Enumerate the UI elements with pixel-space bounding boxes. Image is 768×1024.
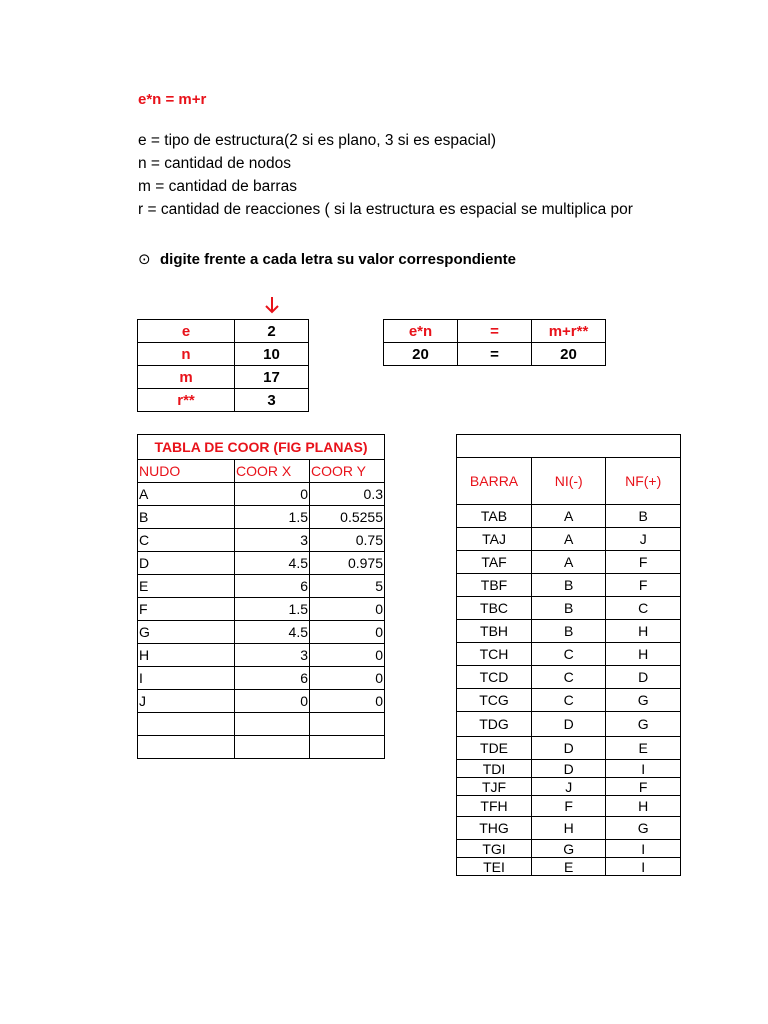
start-node-cell[interactable]: A — [532, 528, 606, 551]
coor-y-cell[interactable]: 0 — [310, 690, 385, 713]
start-node-cell[interactable]: B — [532, 620, 606, 643]
bar-name-cell[interactable]: TCG — [457, 689, 532, 712]
instruction-text: digite frente a cada letra su valor correspondiente — [160, 251, 516, 268]
equation-value: = — [458, 343, 532, 366]
column-header-coor-y: COOR Y — [310, 460, 385, 483]
coor-y-cell[interactable]: 0 — [310, 667, 385, 690]
coor-x-cell[interactable] — [235, 713, 310, 736]
coordinates-row — [138, 621, 385, 644]
node-name-cell[interactable]: F — [138, 598, 235, 621]
bar-row — [457, 840, 681, 858]
end-node-cell[interactable]: I — [606, 840, 681, 858]
definition-e: e = tipo de estructura(2 si es plano, 3 si es espacial) — [138, 132, 496, 149]
coor-y-cell[interactable]: 0.3 — [310, 483, 385, 506]
coor-x-cell[interactable]: 0 — [235, 690, 310, 713]
bar-row — [457, 620, 681, 643]
coor-y-cell[interactable] — [310, 736, 385, 759]
equation-check-table — [383, 319, 606, 366]
coor-y-cell[interactable]: 0 — [310, 598, 385, 621]
end-node-cell[interactable]: G — [606, 817, 681, 840]
coor-x-cell[interactable]: 1.5 — [235, 598, 310, 621]
coor-y-cell[interactable]: 0 — [310, 621, 385, 644]
node-name-cell[interactable]: J — [138, 690, 235, 713]
start-node-cell[interactable]: F — [532, 796, 606, 817]
end-node-cell[interactable]: D — [606, 666, 681, 689]
coor-x-cell[interactable]: 4.5 — [235, 552, 310, 575]
start-node-cell[interactable]: C — [532, 689, 606, 712]
bar-row — [457, 574, 681, 597]
coor-y-cell[interactable]: 0.975 — [310, 552, 385, 575]
bar-row — [457, 858, 681, 876]
coordinates-row — [138, 483, 385, 506]
definition-m: m = cantidad de barras — [138, 178, 297, 195]
equation-header: m+r** — [532, 320, 606, 343]
equation-value: 20 — [532, 343, 606, 366]
bar-name-cell[interactable]: TAJ — [457, 528, 532, 551]
equation-value: 20 — [384, 343, 458, 366]
coordinates-row — [138, 598, 385, 621]
bars-header-row — [457, 458, 681, 505]
start-node-cell[interactable]: J — [532, 778, 606, 796]
bar-name-cell[interactable]: TCH — [457, 643, 532, 666]
end-node-cell[interactable]: J — [606, 528, 681, 551]
start-node-cell[interactable]: B — [532, 574, 606, 597]
start-node-cell[interactable]: G — [532, 840, 606, 858]
bar-name-cell[interactable]: TDG — [457, 712, 532, 737]
formula-title: e*n = m+r — [138, 91, 207, 108]
variable-label: m — [138, 366, 235, 389]
bars-table — [456, 434, 681, 876]
end-node-cell[interactable]: G — [606, 689, 681, 712]
bar-row — [457, 817, 681, 840]
coor-y-cell[interactable]: 0 — [310, 644, 385, 667]
variable-label: e — [138, 320, 235, 343]
bar-name-cell[interactable]: TAB — [457, 505, 532, 528]
bar-name-cell[interactable]: TBF — [457, 574, 532, 597]
coordinates-row — [138, 552, 385, 575]
variable-value-input[interactable]: 10 — [235, 343, 309, 366]
bar-name-cell[interactable]: TJF — [457, 778, 532, 796]
variable-label: n — [138, 343, 235, 366]
end-node-cell[interactable]: H — [606, 796, 681, 817]
column-header-nf: NF(+) — [606, 458, 681, 505]
end-node-cell[interactable]: F — [606, 551, 681, 574]
coor-y-cell[interactable] — [310, 713, 385, 736]
start-node-cell[interactable]: E — [532, 858, 606, 876]
coordinates-table — [137, 434, 385, 759]
variable-row-r — [138, 389, 309, 412]
coor-y-cell[interactable]: 5 — [310, 575, 385, 598]
node-name-cell[interactable]: E — [138, 575, 235, 598]
variable-value-input[interactable]: 2 — [235, 320, 309, 343]
bar-row — [457, 760, 681, 778]
bar-name-cell[interactable]: TCD — [457, 666, 532, 689]
bar-row — [457, 505, 681, 528]
coor-y-cell[interactable]: 0.5255 — [310, 506, 385, 529]
coordinates-title-row — [138, 435, 385, 460]
end-node-cell[interactable]: F — [606, 574, 681, 597]
coor-x-cell[interactable]: 3 — [235, 529, 310, 552]
end-node-cell[interactable]: C — [606, 597, 681, 620]
equation-header: e*n — [384, 320, 458, 343]
node-name-cell[interactable]: I — [138, 667, 235, 690]
node-name-cell[interactable]: A — [138, 483, 235, 506]
equation-value-row — [384, 343, 606, 366]
bar-row — [457, 643, 681, 666]
coor-x-cell[interactable]: 0 — [235, 483, 310, 506]
coordinates-row — [138, 644, 385, 667]
end-node-cell[interactable]: G — [606, 712, 681, 737]
bar-name-cell[interactable]: TAF — [457, 551, 532, 574]
bars-top-row — [457, 435, 681, 458]
instruction-note — [138, 250, 516, 268]
bar-row — [457, 528, 681, 551]
bar-name-cell[interactable]: TFH — [457, 796, 532, 817]
end-node-cell[interactable]: B — [606, 505, 681, 528]
node-name-cell[interactable]: C — [138, 529, 235, 552]
coor-x-cell[interactable]: 6 — [235, 667, 310, 690]
start-node-cell[interactable]: D — [532, 760, 606, 778]
start-node-cell[interactable]: C — [532, 666, 606, 689]
start-node-cell[interactable]: B — [532, 597, 606, 620]
coordinates-row — [138, 690, 385, 713]
start-node-cell[interactable]: A — [532, 551, 606, 574]
coor-x-cell[interactable]: 4.5 — [235, 621, 310, 644]
end-node-cell[interactable]: E — [606, 737, 681, 760]
definition-r: r = cantidad de reacciones ( si la estructura es espacial se multiplica por — [138, 201, 633, 218]
bar-row — [457, 551, 681, 574]
node-name-cell[interactable] — [138, 713, 235, 736]
bar-name-cell[interactable]: TEI — [457, 858, 532, 876]
coordinates-row — [138, 506, 385, 529]
definition-n: n = cantidad de nodos — [138, 155, 291, 172]
coor-x-cell[interactable]: 1.5 — [235, 506, 310, 529]
variable-value-input[interactable]: 17 — [235, 366, 309, 389]
column-header-nudo: NUDO — [138, 460, 235, 483]
coordinates-row — [138, 575, 385, 598]
bar-row — [457, 666, 681, 689]
coordinates-table-title: TABLA DE COOR (FIG PLANAS) — [138, 435, 385, 460]
node-name-cell[interactable]: D — [138, 552, 235, 575]
bar-row — [457, 597, 681, 620]
start-node-cell[interactable]: D — [532, 712, 606, 737]
variable-value-input[interactable]: 3 — [235, 389, 309, 412]
column-header-coor-x: COOR X — [235, 460, 310, 483]
coordinates-row — [138, 529, 385, 552]
bar-row — [457, 689, 681, 712]
variables-table — [137, 319, 309, 412]
node-name-cell[interactable]: B — [138, 506, 235, 529]
end-node-cell[interactable]: H — [606, 643, 681, 666]
bar-name-cell[interactable]: TGI — [457, 840, 532, 858]
variable-row-e — [138, 320, 309, 343]
coor-x-cell[interactable]: 3 — [235, 644, 310, 667]
arrow-down-icon — [262, 296, 282, 314]
variable-row-n — [138, 343, 309, 366]
equation-header: = — [458, 320, 532, 343]
coordinates-row — [138, 713, 385, 736]
coor-x-cell[interactable] — [235, 736, 310, 759]
variable-row-m — [138, 366, 309, 389]
bar-name-cell[interactable]: TDI — [457, 760, 532, 778]
coordinates-row — [138, 736, 385, 759]
coor-x-cell[interactable]: 6 — [235, 575, 310, 598]
column-header-ni: NI(-) — [532, 458, 606, 505]
end-node-cell[interactable]: I — [606, 760, 681, 778]
coordinates-row — [138, 667, 385, 690]
bar-name-cell[interactable]: THG — [457, 817, 532, 840]
bar-name-cell[interactable]: TBC — [457, 597, 532, 620]
coor-y-cell[interactable]: 0.75 — [310, 529, 385, 552]
bar-row — [457, 737, 681, 760]
start-node-cell[interactable]: A — [532, 505, 606, 528]
bar-name-cell[interactable]: TDE — [457, 737, 532, 760]
node-name-cell[interactable]: H — [138, 644, 235, 667]
end-node-cell[interactable]: F — [606, 778, 681, 796]
bar-row — [457, 712, 681, 737]
comment-marker-icon: ⊙ — [138, 251, 151, 268]
start-node-cell[interactable]: H — [532, 817, 606, 840]
bars-table-viewport — [456, 434, 681, 894]
variable-label: r** — [138, 389, 235, 412]
bar-row — [457, 778, 681, 796]
bar-row — [457, 796, 681, 817]
node-name-cell[interactable]: G — [138, 621, 235, 644]
coordinates-header-row — [138, 460, 385, 483]
end-node-cell[interactable]: I — [606, 858, 681, 876]
bars-top-cell — [457, 435, 681, 458]
start-node-cell[interactable]: D — [532, 737, 606, 760]
equation-header-row — [384, 320, 606, 343]
node-name-cell[interactable] — [138, 736, 235, 759]
column-header-barra: BARRA — [457, 458, 532, 505]
end-node-cell[interactable]: H — [606, 620, 681, 643]
start-node-cell[interactable]: C — [532, 643, 606, 666]
bar-name-cell[interactable]: TBH — [457, 620, 532, 643]
